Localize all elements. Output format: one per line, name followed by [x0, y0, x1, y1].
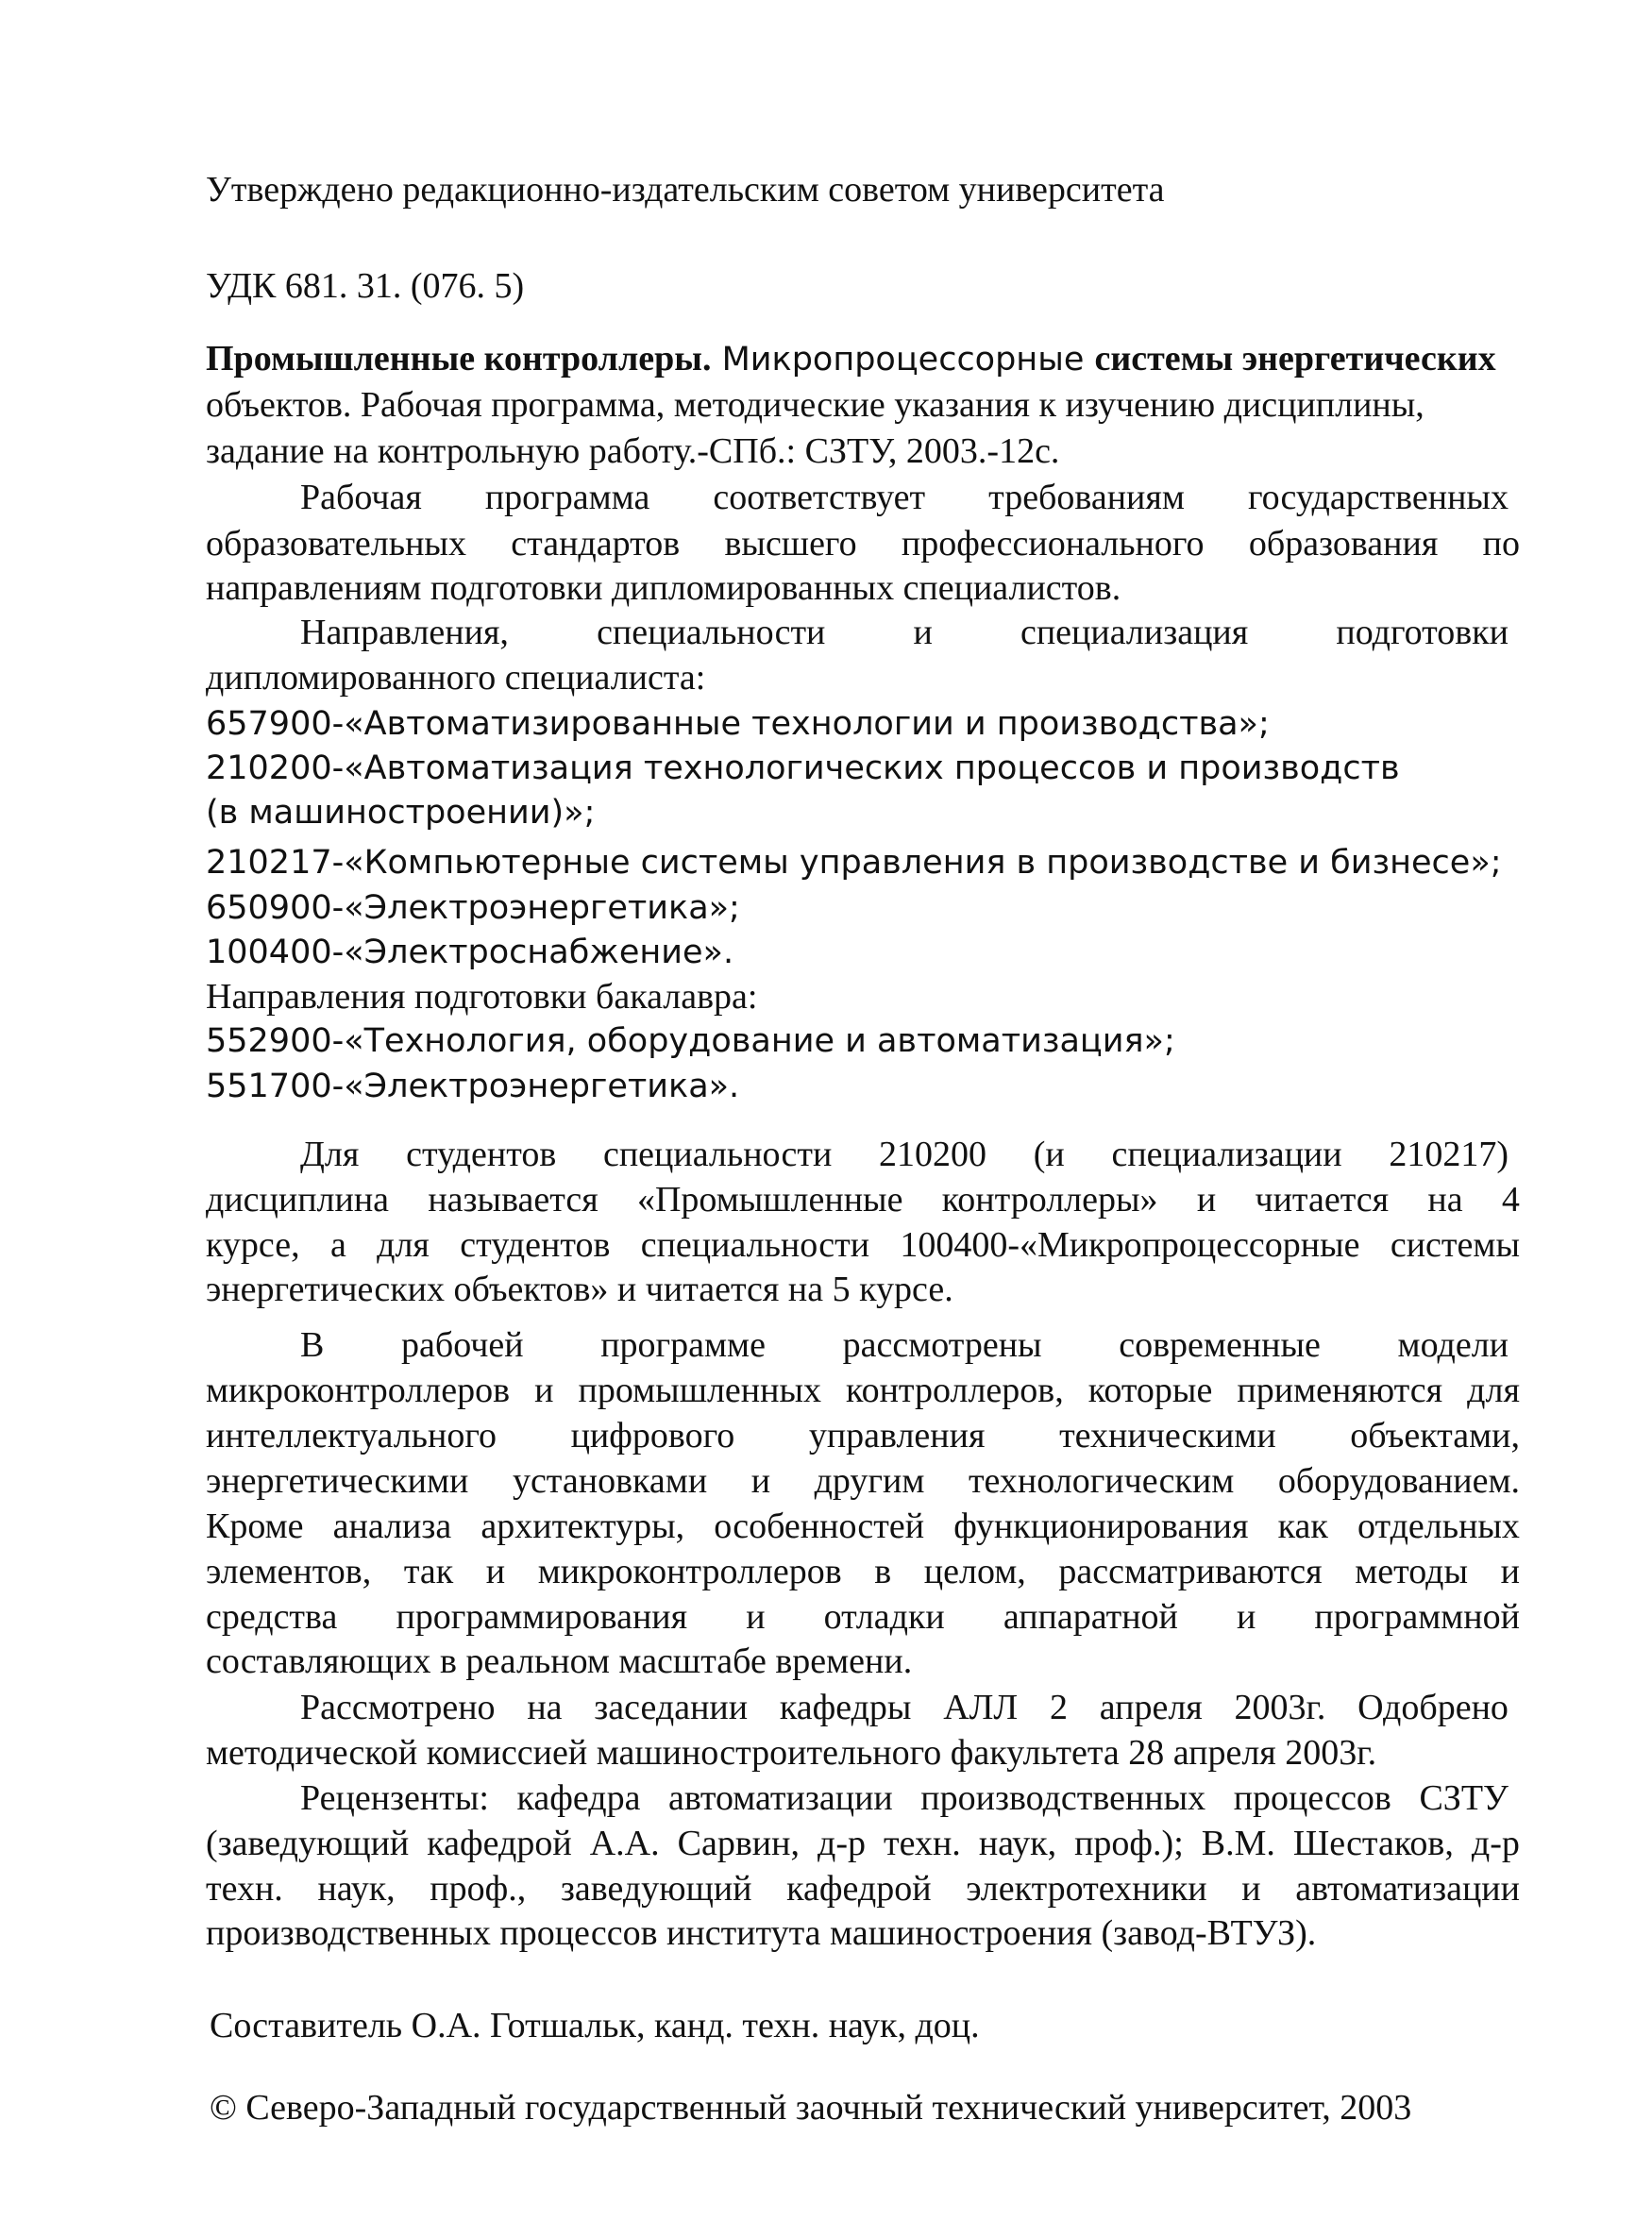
reviewers-line-4: производственных процессов института машиностроения (завод-ВТУЗ).	[206, 1913, 1317, 1953]
word: В	[300, 1325, 325, 1365]
word: электротехники	[966, 1869, 1207, 1909]
content-line-3	[206, 1414, 1520, 1457]
program-line-1	[300, 476, 1509, 519]
annotation-title-mid: Микропроцессорные	[711, 341, 1095, 379]
word: рассматриваются	[1058, 1552, 1323, 1591]
program-line-3: направлениям подготовки дипломированных специалистов.	[206, 568, 1121, 608]
word: 210200	[879, 1135, 987, 1174]
word: студентов	[406, 1135, 557, 1174]
word: другим	[814, 1461, 925, 1501]
reviewers-line-2	[206, 1822, 1520, 1865]
word: Для	[300, 1135, 360, 1174]
reviewers-line-1	[300, 1776, 1509, 1820]
word: которые	[1087, 1371, 1213, 1410]
word: техн.	[884, 1824, 961, 1863]
direction-item: 210217-«Компьютерные системы управления в производстве и бизнесе»;	[206, 844, 1502, 882]
word: подготовки	[1336, 613, 1509, 652]
word: А.А.	[589, 1824, 660, 1863]
reviewers-line-3	[206, 1867, 1520, 1910]
content-line-2	[206, 1369, 1520, 1412]
word: автоматизации	[1295, 1869, 1520, 1909]
approval-line: Утверждено редакционно-издательским советом университета	[206, 170, 1165, 210]
word: интеллектуального	[206, 1416, 497, 1456]
word: техническими	[1059, 1416, 1276, 1456]
word: так	[403, 1552, 454, 1591]
word: соответствует	[713, 478, 926, 517]
copyright-line: © Северо-Западный государственный заочный технический университет, 2003	[210, 2088, 1412, 2128]
direction-item: (в машиностроении)»;	[206, 794, 596, 832]
word: на	[1427, 1180, 1463, 1220]
word: цифрового	[570, 1416, 735, 1456]
word: применяются	[1237, 1371, 1443, 1410]
direction-item: 210200-«Автоматизация технологических процессов и производств	[206, 749, 1400, 787]
word: специальности	[602, 1135, 833, 1174]
word: и	[746, 1597, 766, 1637]
word: как	[1277, 1506, 1328, 1546]
word: энергетическими	[206, 1461, 469, 1501]
bachelor-heading: Направления подготовки бакалавра:	[206, 977, 758, 1017]
word: технологическим	[968, 1461, 1235, 1501]
word: кафедрой	[786, 1869, 932, 1909]
content-line-7	[206, 1595, 1520, 1639]
word: Кроме	[206, 1506, 304, 1546]
word: модели	[1397, 1325, 1509, 1365]
word: специализация	[1020, 613, 1249, 652]
word: государственных	[1247, 478, 1509, 517]
word: специальности	[597, 613, 826, 652]
word: контроллеров,	[846, 1371, 1064, 1410]
annotation-title-bold2: системы энергетических	[1094, 339, 1496, 379]
word: техн.	[206, 1869, 283, 1909]
word: (заведующий	[206, 1824, 410, 1863]
word: анализа	[332, 1506, 452, 1546]
word: микроконтроллеров	[537, 1552, 842, 1591]
word: системы	[1390, 1225, 1520, 1265]
word: отладки	[823, 1597, 945, 1637]
annotation-title-bold: Промышленные контроллеры.	[206, 339, 712, 379]
word: Направления,	[300, 613, 509, 652]
word: целом,	[923, 1552, 1026, 1591]
word: для	[1467, 1371, 1520, 1410]
word: В.М.	[1201, 1824, 1275, 1863]
word: функционирования	[953, 1506, 1249, 1546]
content-line-5	[206, 1505, 1520, 1548]
word: проф.,	[430, 1869, 527, 1909]
word: высшего	[724, 524, 857, 564]
word: промышленных	[578, 1371, 821, 1410]
word: образования	[1248, 524, 1439, 564]
word: отдельных	[1357, 1506, 1520, 1546]
word: и	[485, 1552, 506, 1591]
udk-line: УДК 681. 31. (076. 5)	[206, 266, 525, 306]
annotation-line-3: задание на контрольную работу.-СПб.: СЗТУ, 2003.-12с.	[206, 431, 1060, 471]
annotation-title	[206, 337, 1496, 381]
content-line-6	[206, 1550, 1520, 1593]
content-line-1	[300, 1323, 1509, 1367]
word: оборудованием.	[1277, 1461, 1520, 1501]
direction-item: 650900-«Электроэнергетика»;	[206, 889, 740, 927]
word: программа	[484, 478, 650, 517]
word: Рецензенты:	[300, 1778, 489, 1818]
word: студентов	[460, 1225, 611, 1265]
word: и	[1236, 1597, 1256, 1637]
word: 2003г.	[1234, 1688, 1326, 1727]
word: элементов,	[206, 1552, 372, 1591]
word: требованиям	[988, 478, 1185, 517]
review-line-1	[300, 1686, 1509, 1729]
word: для	[377, 1225, 430, 1265]
word: и	[1196, 1180, 1217, 1220]
word: и	[913, 613, 933, 652]
students-line-3	[206, 1223, 1520, 1267]
word: д-р	[1471, 1824, 1520, 1863]
word: средства	[206, 1597, 338, 1637]
word: «Промышленные	[636, 1180, 903, 1220]
program-line-2	[206, 522, 1520, 565]
word: и	[534, 1371, 554, 1410]
word: образовательных	[206, 524, 466, 564]
word: профессионального	[901, 524, 1205, 564]
content-line-8: составляющих в реальном масштабе времени.	[206, 1641, 913, 1681]
word: специальности	[640, 1225, 870, 1265]
direction-item: 100400-«Электроснабжение».	[206, 934, 734, 971]
word: на	[527, 1688, 563, 1727]
word: стандартов	[511, 524, 681, 564]
word: микроконтроллеров	[206, 1371, 511, 1410]
word: (и	[1033, 1135, 1065, 1174]
word: особенностей	[714, 1506, 925, 1546]
word: 2	[1049, 1688, 1068, 1727]
students-line-2	[206, 1178, 1520, 1221]
directions-line-1	[300, 611, 1509, 654]
direction-item: 657900-«Автоматизированные технологии и производства»;	[206, 705, 1270, 743]
word: и	[1241, 1869, 1261, 1909]
word: специализации	[1111, 1135, 1342, 1174]
word: д-р	[817, 1824, 866, 1863]
word: Рассмотрено	[300, 1688, 496, 1727]
word: апреля	[1099, 1688, 1203, 1727]
word: наук,	[978, 1824, 1057, 1863]
content-line-4	[206, 1459, 1520, 1503]
annotation-line-2: объектов. Рабочая программа, методические указания к изучению дисциплины,	[206, 385, 1424, 425]
word: кафедра	[516, 1778, 641, 1818]
word: процессов	[1233, 1778, 1391, 1818]
word: современные	[1119, 1325, 1321, 1365]
word: программной	[1314, 1597, 1520, 1637]
word: установками	[512, 1461, 708, 1501]
word: заведующий	[560, 1869, 752, 1909]
word: кафедры	[779, 1688, 912, 1727]
word: Рабочая	[300, 478, 422, 517]
word: по	[1482, 524, 1520, 564]
word: дисциплина	[206, 1180, 390, 1220]
word: методы	[1355, 1552, 1469, 1591]
word: и	[750, 1461, 771, 1501]
students-line-4: энергетических объектов» и читается на 5 курсе.	[206, 1270, 953, 1309]
word: управления	[808, 1416, 986, 1456]
word: заседании	[594, 1688, 749, 1727]
word: называется	[428, 1180, 598, 1220]
word: 100400-«Микропроцессорные	[900, 1225, 1360, 1265]
word: архитектуры,	[480, 1506, 685, 1546]
word: программе	[600, 1325, 766, 1365]
word: СЗТУ	[1419, 1778, 1509, 1818]
word: наук,	[317, 1869, 396, 1909]
review-line-2: методической комиссией машиностроительного факультета 28 апреля 2003г.	[206, 1733, 1377, 1773]
word: программирования	[396, 1597, 688, 1637]
word: автоматизации	[668, 1778, 893, 1818]
word: 4	[1501, 1180, 1520, 1220]
bachelor-item: 551700-«Электроэнергетика».	[206, 1068, 740, 1105]
word: Одобрено	[1357, 1688, 1509, 1727]
directions-line-2: дипломированного специалиста:	[206, 658, 706, 698]
word: рабочей	[401, 1325, 524, 1365]
word: аппаратной	[1003, 1597, 1178, 1637]
word: Сарвин,	[677, 1824, 800, 1863]
word: проф.);	[1074, 1824, 1184, 1863]
word: курсе,	[206, 1225, 300, 1265]
word: кафедрой	[427, 1824, 572, 1863]
word: АЛЛ	[943, 1688, 1019, 1727]
word: рассмотрены	[842, 1325, 1042, 1365]
bachelor-item: 552900-«Технология, оборудование и автоматизация»;	[206, 1022, 1175, 1060]
students-line-1	[300, 1133, 1509, 1176]
word: в	[874, 1552, 892, 1591]
word: читается	[1255, 1180, 1390, 1220]
word: а	[329, 1225, 346, 1265]
word: Шестаков,	[1292, 1824, 1454, 1863]
word: и	[1500, 1552, 1520, 1591]
word: контроллеры»	[941, 1180, 1158, 1220]
word: 210217)	[1389, 1135, 1509, 1174]
word: объектами,	[1350, 1416, 1520, 1456]
compiler-line: Составитель О.А. Готшальк, канд. техн. наук, доц.	[210, 2006, 980, 2045]
word: производственных	[920, 1778, 1206, 1818]
